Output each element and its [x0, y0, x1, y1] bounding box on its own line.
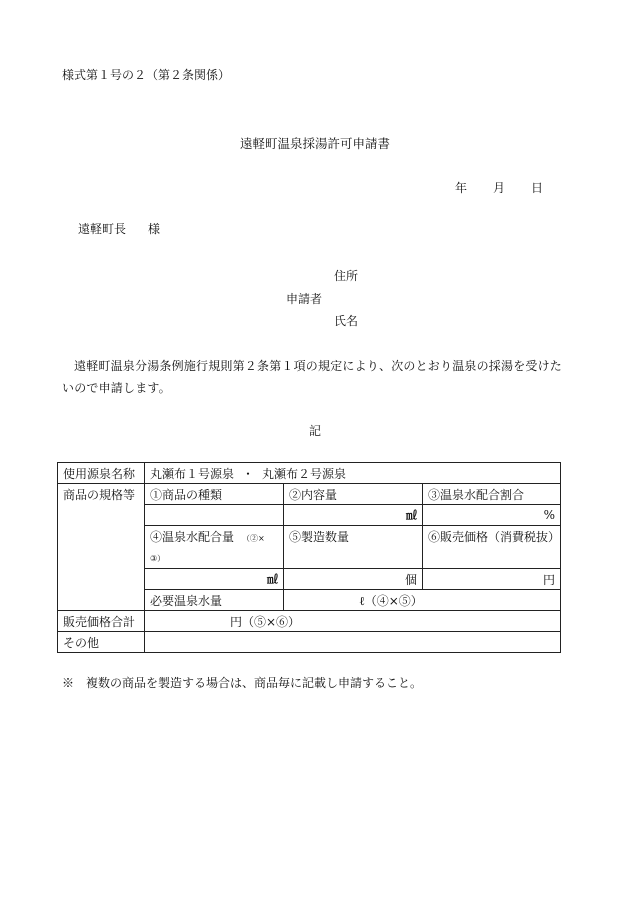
col1-header: ①商品の種類 [145, 484, 284, 505]
production-quantity-field[interactable] [284, 569, 423, 590]
source-label: 使用源泉名称 [58, 463, 145, 484]
spec-label: 商品の規格等 [58, 484, 145, 611]
addressee-name: 遠軽町長 [78, 222, 127, 236]
required-water-unit: ℓ（④×⑤） [359, 593, 423, 608]
addressee-honorific: 様 [148, 222, 161, 236]
ki-heading: 記 [308, 424, 321, 438]
applicant-label: 申請者 [286, 292, 323, 306]
application-table [57, 462, 561, 653]
col4-formula-a: （②× [246, 534, 265, 543]
content-volume-unit: ㎖ [406, 509, 417, 522]
mix-ratio-unit: % [543, 508, 556, 522]
date-day-label: 日 [531, 181, 544, 195]
source-separator: ・ [242, 466, 255, 481]
total-price-label: 販売価格合計 [58, 611, 145, 632]
document-title: 遠軽町温泉採湯許可申請書 [239, 136, 390, 151]
total-price-row [58, 611, 561, 632]
production-quantity-unit: 個 [404, 572, 417, 587]
mix-amount-field[interactable] [145, 569, 284, 590]
form-number: 様式第１号の２（第２条関係） [62, 68, 231, 82]
product-type-field[interactable] [145, 505, 284, 526]
source-row [58, 463, 561, 484]
total-price-unit: 円（⑤×⑥） [230, 614, 301, 629]
spec-header-row [58, 484, 561, 505]
required-water-field[interactable] [284, 590, 561, 611]
sale-price-field[interactable] [423, 569, 561, 590]
col2-header: ②内容量 [284, 484, 423, 505]
date-month-label: 月 [493, 181, 506, 195]
col4-formula-b: ③） [150, 554, 166, 563]
col5-header: ⑤製造数量 [284, 526, 423, 569]
mix-amount-unit: ㎖ [267, 573, 278, 586]
sale-price-unit: 円 [543, 572, 556, 587]
mix-ratio-field[interactable] [423, 505, 561, 526]
required-water-label: 必要温泉水量 [145, 590, 284, 611]
application-statement: 遠軽町温泉分湯条例施行規則第２条第１項の規定により、次のとおり温泉の採湯を受けたいので申請します。 [62, 359, 563, 395]
other-label: その他 [58, 632, 145, 653]
footnote: ※ 複数の商品を製造する場合は、商品毎に記載し申請すること。 [62, 676, 423, 690]
total-price-field[interactable] [145, 611, 561, 632]
col4-header-cell [145, 526, 284, 569]
date-year-label: 年 [455, 181, 468, 195]
address-label: 住所 [334, 269, 359, 283]
source-value [145, 463, 561, 484]
col6-header: ⑥販売価格（消費税抜） [423, 526, 561, 569]
source-1: 丸瀬布１号源泉 [150, 466, 235, 481]
source-2: 丸瀬布２号源泉 [262, 466, 347, 481]
col3-header: ③温泉水配合割合 [423, 484, 561, 505]
content-volume-field[interactable] [284, 505, 423, 526]
col4-header: ④温泉水配合量 [150, 530, 235, 544]
other-row [58, 632, 561, 653]
other-field[interactable] [145, 632, 561, 653]
name-label: 氏名 [334, 314, 359, 328]
